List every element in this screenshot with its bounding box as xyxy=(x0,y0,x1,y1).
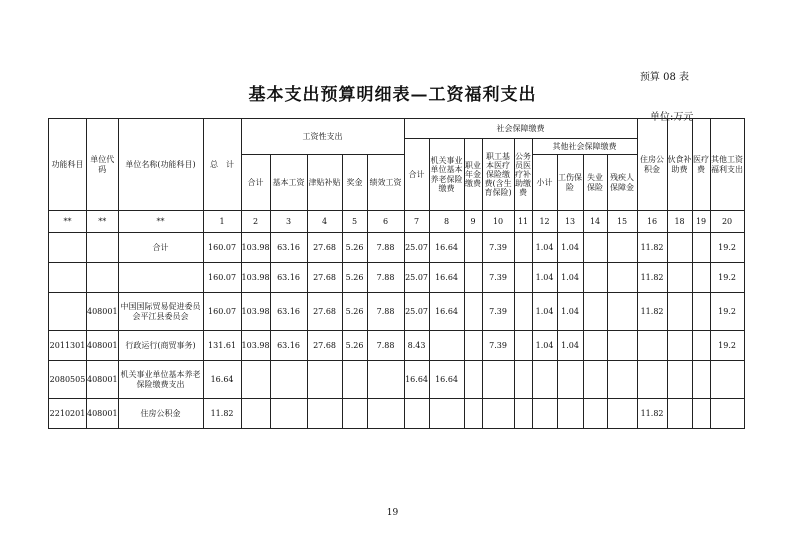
value-cell xyxy=(607,233,637,263)
index-cell: ** xyxy=(49,211,87,233)
value-cell xyxy=(667,293,692,331)
value-cell xyxy=(464,233,482,263)
value-cell xyxy=(482,399,514,429)
value-cell xyxy=(307,399,342,429)
value-cell: 7.39 xyxy=(482,263,514,293)
unit-code-cell xyxy=(87,233,119,263)
value-cell xyxy=(710,399,744,429)
value-cell xyxy=(607,293,637,331)
unit-name-cell: 行政运行(商贸事务) xyxy=(118,331,203,361)
value-cell: 27.68 xyxy=(307,233,342,263)
header-unemployment: 失业保险 xyxy=(583,155,607,211)
func-code-cell xyxy=(49,293,87,331)
header-civil-medical: 公务员医疗补助缴费 xyxy=(514,139,532,211)
index-cell: 12 xyxy=(532,211,557,233)
page-number: 19 xyxy=(386,508,399,518)
index-cell: 19 xyxy=(692,211,710,233)
value-cell xyxy=(667,361,692,399)
value-cell xyxy=(241,361,270,399)
index-cell: 13 xyxy=(557,211,583,233)
index-cell: 10 xyxy=(482,211,514,233)
value-cell: 1.04 xyxy=(557,233,583,263)
header-other-sum: 小计 xyxy=(532,155,557,211)
index-cell: 14 xyxy=(583,211,607,233)
value-cell: 63.16 xyxy=(270,293,307,331)
func-code-cell xyxy=(49,233,87,263)
value-cell xyxy=(692,293,710,331)
index-cell: 1 xyxy=(203,211,241,233)
value-cell: 7.39 xyxy=(482,233,514,263)
value-cell: 19.2 xyxy=(710,263,744,293)
value-cell: 7.88 xyxy=(367,233,404,263)
header-annuity: 职业年金缴费 xyxy=(464,139,482,211)
header-performance: 绩效工资 xyxy=(367,155,404,211)
value-cell xyxy=(583,331,607,361)
value-cell xyxy=(464,263,482,293)
value-cell: 1.04 xyxy=(557,263,583,293)
value-cell: 103.98 xyxy=(241,293,270,331)
value-cell xyxy=(607,331,637,361)
value-cell: 11.82 xyxy=(637,263,667,293)
value-cell: 7.39 xyxy=(482,293,514,331)
unit-code-cell: 408001 xyxy=(87,399,119,429)
unit-name-cell xyxy=(118,263,203,293)
value-cell: 11.82 xyxy=(637,399,667,429)
header-medical-fee: 医疗费 xyxy=(692,119,710,211)
index-cell: ** xyxy=(87,211,119,233)
value-cell: 7.88 xyxy=(367,331,404,361)
value-cell: 8.43 xyxy=(404,331,429,361)
header-social-group: 社会保障缴费 xyxy=(404,119,637,139)
value-cell: 63.16 xyxy=(270,331,307,361)
value-cell xyxy=(464,361,482,399)
header-social-sum: 合计 xyxy=(404,139,429,211)
value-cell: 160.07 xyxy=(203,293,241,331)
header-pension: 机关事业单位基本养老保险缴费 xyxy=(429,139,464,211)
value-cell xyxy=(557,361,583,399)
value-cell: 131.61 xyxy=(203,331,241,361)
index-cell: 18 xyxy=(667,211,692,233)
header-disability: 残疾人保障金 xyxy=(607,155,637,211)
func-code-cell: 2080505 xyxy=(49,361,87,399)
value-cell xyxy=(692,399,710,429)
table-row xyxy=(49,399,745,429)
value-cell xyxy=(367,399,404,429)
value-cell xyxy=(429,399,464,429)
value-cell: 63.16 xyxy=(270,263,307,293)
unit-code-cell: 408001 xyxy=(87,361,119,399)
value-cell xyxy=(637,361,667,399)
value-cell: 1.04 xyxy=(532,331,557,361)
value-cell xyxy=(583,293,607,331)
value-cell: 1.04 xyxy=(532,293,557,331)
value-cell xyxy=(532,399,557,429)
func-code-cell xyxy=(49,263,87,293)
value-cell: 27.68 xyxy=(307,293,342,331)
unit-name-cell: 中国国际贸易促进委员会平江县委员会 xyxy=(118,293,203,331)
value-cell: 27.68 xyxy=(307,331,342,361)
value-cell xyxy=(404,399,429,429)
value-cell xyxy=(607,263,637,293)
value-cell: 7.39 xyxy=(482,331,514,361)
unit-code-cell: 408001 xyxy=(87,331,119,361)
value-cell xyxy=(270,361,307,399)
index-cell: 9 xyxy=(464,211,482,233)
value-cell xyxy=(307,361,342,399)
value-cell: 5.26 xyxy=(342,293,367,331)
value-cell: 25.07 xyxy=(404,263,429,293)
index-cell: ** xyxy=(118,211,203,233)
func-code-cell: 2210201 xyxy=(49,399,87,429)
header-salary-sum: 合计 xyxy=(241,155,270,211)
value-cell: 1.04 xyxy=(557,331,583,361)
value-cell xyxy=(482,361,514,399)
header-bonus: 奖金 xyxy=(342,155,367,211)
value-cell xyxy=(667,233,692,263)
header-housing-fund: 住房公积金 xyxy=(637,119,667,211)
value-cell: 160.07 xyxy=(203,263,241,293)
unit-code-cell: 408001 xyxy=(87,293,119,331)
value-cell xyxy=(583,361,607,399)
value-cell xyxy=(667,331,692,361)
header-allowance: 津贴补贴 xyxy=(307,155,342,211)
header-injury: 工伤保险 xyxy=(557,155,583,211)
index-cell: 7 xyxy=(404,211,429,233)
index-cell: 3 xyxy=(270,211,307,233)
value-cell xyxy=(514,233,532,263)
value-cell: 16.64 xyxy=(429,233,464,263)
value-cell xyxy=(583,399,607,429)
value-cell xyxy=(514,399,532,429)
value-cell: 11.82 xyxy=(637,233,667,263)
value-cell: 7.88 xyxy=(367,293,404,331)
value-cell: 16.64 xyxy=(429,263,464,293)
value-cell xyxy=(667,263,692,293)
header-other-social-group: 其他社会保障缴费 xyxy=(532,139,637,155)
value-cell xyxy=(692,263,710,293)
header-medical: 职工基本医疗保险缴费(含生育保险) xyxy=(482,139,514,211)
value-cell: 5.26 xyxy=(342,263,367,293)
value-cell: 63.16 xyxy=(270,233,307,263)
value-cell: 16.64 xyxy=(429,361,464,399)
func-code-cell: 2011301 xyxy=(49,331,87,361)
unit-label: 单位:万元 xyxy=(650,112,694,123)
header-meal: 伙食补助费 xyxy=(667,119,692,211)
value-cell: 5.26 xyxy=(342,331,367,361)
value-cell xyxy=(607,361,637,399)
value-cell xyxy=(514,361,532,399)
header-total: 总 计 xyxy=(203,119,241,211)
table-row xyxy=(49,361,745,399)
value-cell xyxy=(583,233,607,263)
value-cell: 27.68 xyxy=(307,263,342,293)
value-cell xyxy=(692,361,710,399)
table-row xyxy=(49,293,745,331)
value-cell: 16.64 xyxy=(203,361,241,399)
index-cell: 15 xyxy=(607,211,637,233)
header-salary-group: 工资性支出 xyxy=(241,119,404,155)
table-row xyxy=(49,233,745,263)
budget-table xyxy=(48,118,745,429)
value-cell xyxy=(692,331,710,361)
unit-name-cell: 住房公积金 xyxy=(118,399,203,429)
index-cell: 16 xyxy=(637,211,667,233)
header-basic-wage: 基本工资 xyxy=(270,155,307,211)
index-cell: 2 xyxy=(241,211,270,233)
header-func-code: 功能科目 xyxy=(49,119,87,211)
index-cell: 5 xyxy=(342,211,367,233)
unit-code-cell xyxy=(87,263,119,293)
value-cell: 103.98 xyxy=(241,331,270,361)
value-cell xyxy=(342,361,367,399)
index-row xyxy=(49,211,745,233)
unit-name-cell: 机关事业单位基本养老保险缴费支出 xyxy=(118,361,203,399)
value-cell xyxy=(270,399,307,429)
header-unit-name: 单位名称(功能科目) xyxy=(118,119,203,211)
page-title: 基本支出预算明细表—工资福利支出 xyxy=(248,85,537,105)
value-cell: 19.2 xyxy=(710,331,744,361)
value-cell: 16.64 xyxy=(404,361,429,399)
value-cell: 5.26 xyxy=(342,233,367,263)
value-cell xyxy=(464,331,482,361)
index-cell: 6 xyxy=(367,211,404,233)
value-cell xyxy=(557,399,583,429)
index-cell: 8 xyxy=(429,211,464,233)
value-cell xyxy=(532,361,557,399)
value-cell: 19.2 xyxy=(710,233,744,263)
index-cell: 11 xyxy=(514,211,532,233)
value-cell: 7.88 xyxy=(367,263,404,293)
form-code: 预算 08 表 xyxy=(639,72,689,83)
value-cell: 25.07 xyxy=(404,233,429,263)
value-cell: 11.82 xyxy=(637,293,667,331)
value-cell: 19.2 xyxy=(710,293,744,331)
value-cell xyxy=(241,399,270,429)
table-row xyxy=(49,331,745,361)
value-cell xyxy=(692,233,710,263)
value-cell xyxy=(667,399,692,429)
value-cell: 1.04 xyxy=(532,263,557,293)
value-cell xyxy=(464,399,482,429)
value-cell xyxy=(514,331,532,361)
value-cell xyxy=(637,331,667,361)
header-other-welfare: 其他工资福利支出 xyxy=(710,119,744,211)
table-row xyxy=(49,263,745,293)
value-cell xyxy=(514,263,532,293)
value-cell: 103.98 xyxy=(241,263,270,293)
value-cell: 1.04 xyxy=(557,293,583,331)
unit-name-cell: 合计 xyxy=(118,233,203,263)
value-cell xyxy=(342,399,367,429)
value-cell xyxy=(464,293,482,331)
value-cell xyxy=(710,361,744,399)
index-cell: 20 xyxy=(710,211,744,233)
value-cell xyxy=(583,263,607,293)
value-cell: 16.64 xyxy=(429,293,464,331)
value-cell: 11.82 xyxy=(203,399,241,429)
value-cell xyxy=(367,361,404,399)
value-cell xyxy=(514,293,532,331)
value-cell: 160.07 xyxy=(203,233,241,263)
index-cell: 4 xyxy=(307,211,342,233)
value-cell xyxy=(607,399,637,429)
value-cell: 103.98 xyxy=(241,233,270,263)
header-unit-code: 单位代码 xyxy=(87,119,119,211)
value-cell: 1.04 xyxy=(532,233,557,263)
value-cell xyxy=(429,331,464,361)
value-cell: 25.07 xyxy=(404,293,429,331)
